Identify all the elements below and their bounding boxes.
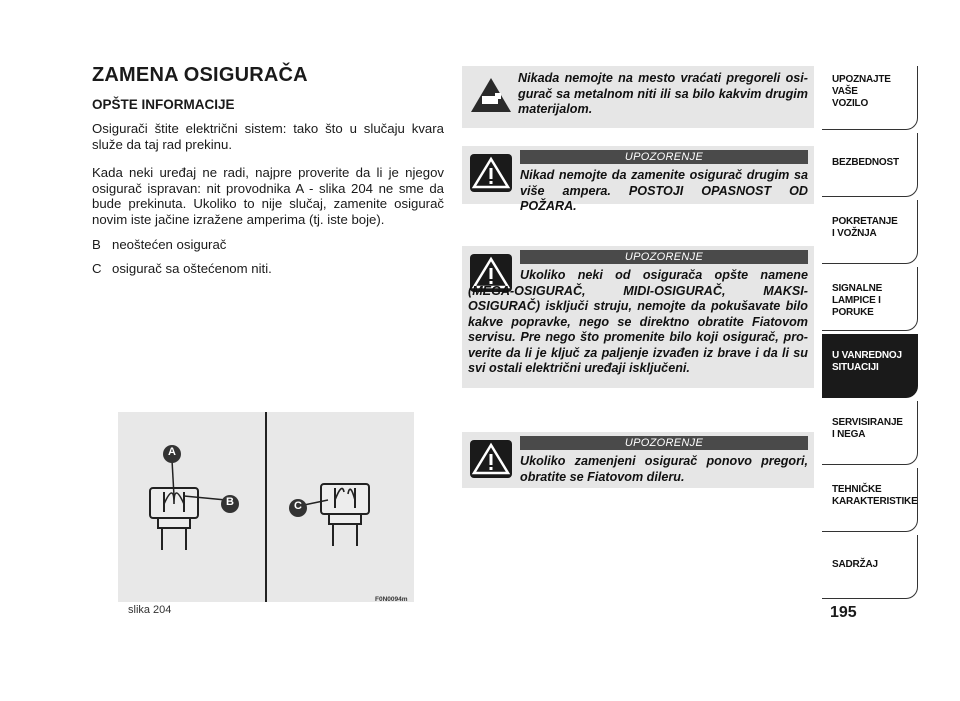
- note-text: Nikada nemojte na mesto vraćati pregoreli osigurač sa metalnom niti ili sa bilo kakvim drugim materijalom.: [518, 71, 808, 116]
- warning-text: Ukoliko neki od osigurača opšte namene (MEGA-OSIGURAČ, MIDI-OSIGURAČ, MAKSI-OSIGURAČ) isključi struju, nemojte da pokušavate bilo kakve popravke, nego se direktno obratite Fiatovom servisu. Pre nego što promenite bilo koji osigurač, proverite da li je ključ za paljenje izvađen iz brave i da li su svi ostali električni uređaji isključeni.: [468, 268, 808, 375]
- label-b: B: [226, 496, 234, 508]
- label-c: C: [294, 500, 302, 512]
- tab-label: UPOZNAJTE VAŠE VOZILO: [832, 74, 891, 109]
- page-number: 195: [830, 604, 857, 621]
- warning-box-amperage: [462, 146, 814, 213]
- tab-label: TEHNIČKE KARAKTERISTIKE: [832, 484, 918, 507]
- tab-signalne-lampice[interactable]: [822, 267, 918, 331]
- warning-icon: [470, 440, 512, 478]
- tab-pokretanje-i-voznja[interactable]: [822, 200, 918, 264]
- label-a: A: [168, 446, 176, 458]
- paragraph-check-fuse: Kada neki uređaj ne radi, najpre proverite da li je njegov osigurač ispravan: nit provodnika A - slika 204 ne sme da bude prekinuta. Ukoliko to nije slučaj, zamenite osigurač novim iste jačine izražene amperima (tj. iste boje).: [92, 165, 444, 227]
- tab-label: SADRŽAJ: [832, 559, 878, 570]
- tab-bezbednost[interactable]: [822, 133, 918, 197]
- note-box-fuse-material: [462, 66, 814, 128]
- fuse-illustration: [118, 412, 414, 602]
- warning-banner: UPOZORENJE: [520, 150, 808, 164]
- section-subtitle: OPŠTE INFORMACIJE: [92, 97, 235, 112]
- warning-banner: UPOZORENJE: [520, 436, 808, 450]
- list-item-key: B: [92, 237, 101, 252]
- list-item: [92, 237, 226, 252]
- figure-caption: slika 204: [128, 604, 172, 616]
- paragraph-intro: Osigurači štite električni sistem: tako što u slučaju kvara služe da taj rad prekinu.: [92, 121, 444, 152]
- warning-text: Ukoliko zamenjeni osigurač ponovo pregori, obratite se Fiatovom dileru.: [520, 454, 808, 484]
- tab-label: SERVISIRANJE I NEGA: [832, 417, 903, 440]
- broken-fuse-drawing: [321, 484, 369, 546]
- list-item-text: neoštećen osigurač: [112, 237, 227, 252]
- tab-upoznajte-vase-vozilo[interactable]: [822, 66, 918, 130]
- warning-icon: [470, 154, 512, 192]
- tab-label: BEZBEDNOST: [832, 157, 899, 168]
- warning-text: Nikad nemojte da zamenite osigurač drugim sa više ampera. POSTOJI OPASNOST OD POŽARA.: [520, 168, 808, 213]
- list-item: [92, 261, 272, 276]
- page-title: ZAMENA OSIGURAČA: [92, 64, 308, 86]
- tab-sadrzaj[interactable]: [822, 535, 918, 599]
- tab-tehnicke-karakteristike[interactable]: [822, 468, 918, 532]
- list-item-text: osigurač sa oštećenom niti.: [112, 261, 272, 276]
- warning-box-general-fuses: [462, 246, 814, 388]
- tab-u-vanrednoj-situaciji[interactable]: [822, 334, 918, 398]
- warning-box-blown-again: [462, 432, 814, 488]
- list-item-key: C: [92, 261, 102, 276]
- tab-servisiranje-i-nega[interactable]: [822, 401, 918, 465]
- warning-banner: UPOZORENJE: [520, 250, 808, 264]
- figure-code: F0N0094m: [375, 596, 408, 603]
- tab-label: SIGNALNE LAMPICE I PORUKE: [832, 283, 883, 318]
- tab-label: POKRETANJE I VOŽNJA: [832, 216, 898, 239]
- car-caution-icon: [470, 76, 512, 114]
- tab-label: U VANREDNOJ SITUACIJI: [832, 350, 902, 373]
- fuse-figure: [118, 412, 414, 602]
